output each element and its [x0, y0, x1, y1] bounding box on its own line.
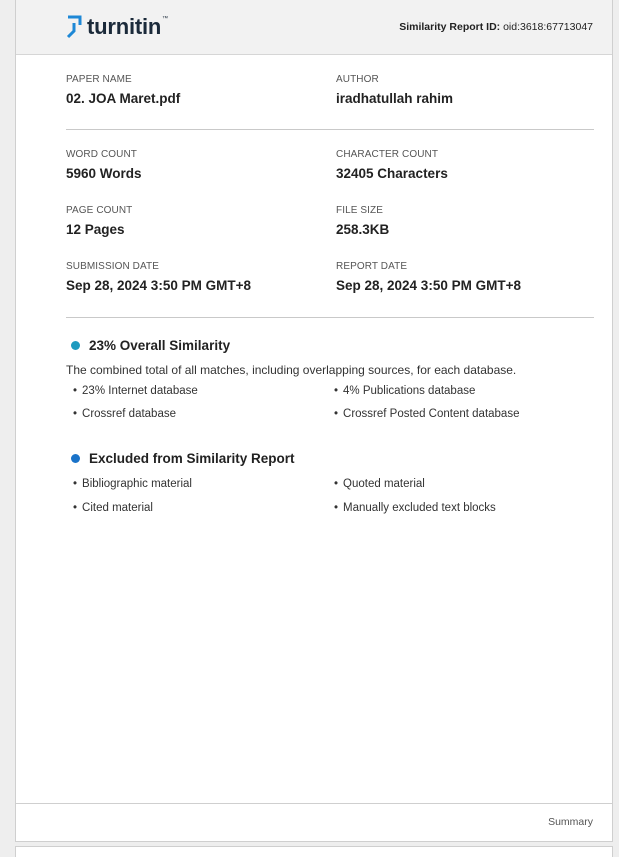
similarity-item: • Crossref database [73, 408, 176, 420]
paper-name-value: 02. JOA Maret.pdf [66, 91, 181, 106]
file-size-field [336, 205, 389, 237]
excluded-item: • Manually excluded text blocks [334, 502, 496, 514]
turnitin-logo [65, 12, 168, 42]
similarity-section-title [71, 338, 230, 353]
excluded-item: • Quoted material [334, 478, 425, 490]
file-size-value: 258.3KB [336, 222, 390, 237]
report-page [15, 0, 613, 842]
submission-date-value: Sep 28, 2024 3:50 PM GMT+8 [66, 278, 251, 293]
page-count-field [66, 205, 132, 237]
word-count-field [66, 149, 142, 181]
similarity-item: • 23% Internet database [73, 385, 198, 397]
excluded-section-title [71, 451, 295, 466]
similarity-item: • Crossref Posted Content database [334, 408, 519, 420]
file-size-label: FILE SIZE [336, 205, 384, 216]
author-label: AUTHOR [336, 74, 379, 85]
paper-name-field [66, 74, 180, 106]
divider-middle [66, 317, 594, 318]
paper-name-label: PAPER NAME [66, 74, 132, 85]
similarity-dot-icon [71, 341, 80, 350]
report-id-label: Similarity Report ID: [399, 21, 501, 33]
report-date-field [336, 261, 521, 293]
similarity-description: The combined total of all matches, including overlapping sources, for each database. [66, 363, 517, 377]
report-date-value: Sep 28, 2024 3:50 PM GMT+8 [336, 278, 521, 293]
word-count-label: WORD COUNT [66, 149, 137, 160]
logo-text: turnitin [87, 14, 162, 39]
report-id [399, 21, 593, 33]
submission-date-field [66, 261, 251, 293]
turnitin-mark-icon [65, 13, 83, 41]
character-count-field [336, 149, 448, 181]
footer-divider [16, 803, 612, 804]
excluded-item: • Bibliographic material [73, 478, 192, 490]
report-id-value: oid:3618:67713047 [503, 21, 593, 33]
character-count-label: CHARACTER COUNT [336, 149, 439, 160]
divider-top [66, 129, 594, 130]
report-date-label: REPORT DATE [336, 261, 408, 272]
similarity-item: • 4% Publications database [334, 385, 475, 397]
page-count-label: PAGE COUNT [66, 205, 133, 216]
submission-date-label: SUBMISSION DATE [66, 261, 159, 272]
excluded-dot-icon [71, 454, 80, 463]
similarity-title: 23% Overall Similarity [89, 338, 231, 353]
excluded-title: Excluded from Similarity Report [89, 451, 295, 466]
author-field [336, 74, 453, 106]
author-value: iradhatullah rahim [336, 91, 454, 106]
logo-trademark: ™ [162, 16, 169, 22]
report-header [16, 0, 612, 55]
excluded-item: • Cited material [73, 502, 153, 514]
character-count-value: 32405 Characters [336, 166, 448, 181]
page-count-value: 12 Pages [66, 222, 125, 237]
word-count-value: 5960 Words [66, 166, 142, 181]
footer-summary-label: Summary [548, 816, 593, 828]
